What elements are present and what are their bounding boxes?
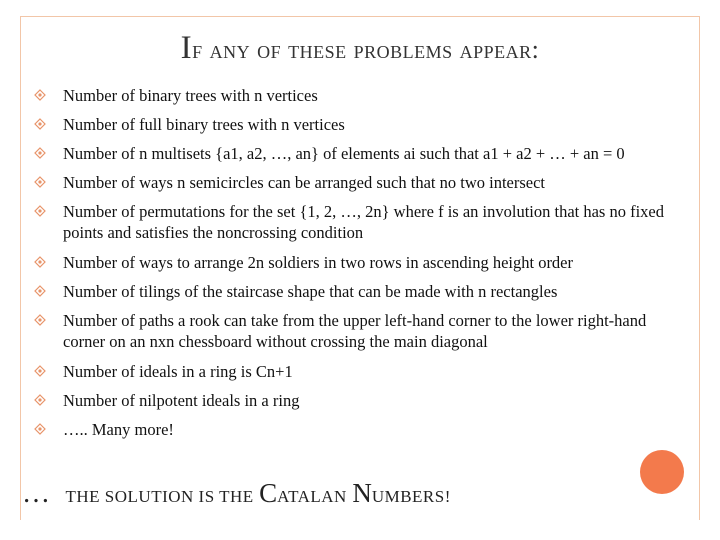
bullet-icon	[34, 365, 46, 377]
list-item: Number of tilings of the staircase shape that can be made with n rectangles	[63, 282, 558, 301]
bullet-icon	[34, 256, 46, 268]
bullet-icon	[34, 423, 46, 435]
catalan-initial: C	[259, 478, 278, 508]
bullet-icon	[34, 89, 46, 101]
numbers-initial: N	[352, 478, 372, 508]
footer-lead: THE SOLUTION IS THE	[65, 487, 254, 506]
list-item: Number of ways n semicircles can be arranged such that no two intersect	[63, 173, 545, 192]
list-item: ….. Many more!	[63, 420, 174, 439]
list-item: Number of full binary trees with n vertices	[63, 115, 345, 134]
footer-conclusion	[22, 478, 451, 510]
slide-title	[0, 30, 720, 67]
bullet-icon	[34, 314, 46, 326]
bullet-icon	[34, 118, 46, 130]
slide-frame-top	[20, 16, 700, 17]
bullet-icon	[34, 147, 46, 159]
list-item: Number of n multisets {a1, a2, …, an} of elements ai such that a1 + a2 + … + an = 0	[63, 144, 625, 163]
bullet-icon	[34, 394, 46, 406]
list-item: Number of nilpotent ideals in a ring	[63, 391, 300, 410]
list-item: Number of binary trees with n vertices	[63, 86, 318, 105]
numbers-rest: UMBERS!	[371, 487, 451, 506]
title-rest: f any of these problems appear:	[192, 35, 540, 64]
list-item: Number of ways to arrange 2n soldiers in two rows in ascending height order	[63, 253, 574, 272]
title-first-letter: I	[180, 30, 193, 66]
list-item: Number of ideals in a ring is Cn+1	[63, 362, 293, 381]
list-item: Number of paths a rook can take from the upper left-hand corner to the lower right-hand corner on an nxn chessboard without crossing the main diagonal	[63, 311, 647, 351]
list-item: Number of permutations for the set {1, 2, …, 2n} where f is an involution that has no fixed points and satisfies the noncrossing condition	[63, 202, 665, 242]
slide-frame-left	[20, 16, 21, 520]
accent-circle	[640, 450, 684, 494]
footer-ellipsis: …	[22, 478, 50, 509]
bullet-icon	[34, 176, 46, 188]
bullet-icon	[34, 285, 46, 297]
bullet-icon	[34, 205, 46, 217]
slide-frame-right	[699, 16, 700, 520]
catalan-rest: ATALAN	[277, 487, 347, 506]
